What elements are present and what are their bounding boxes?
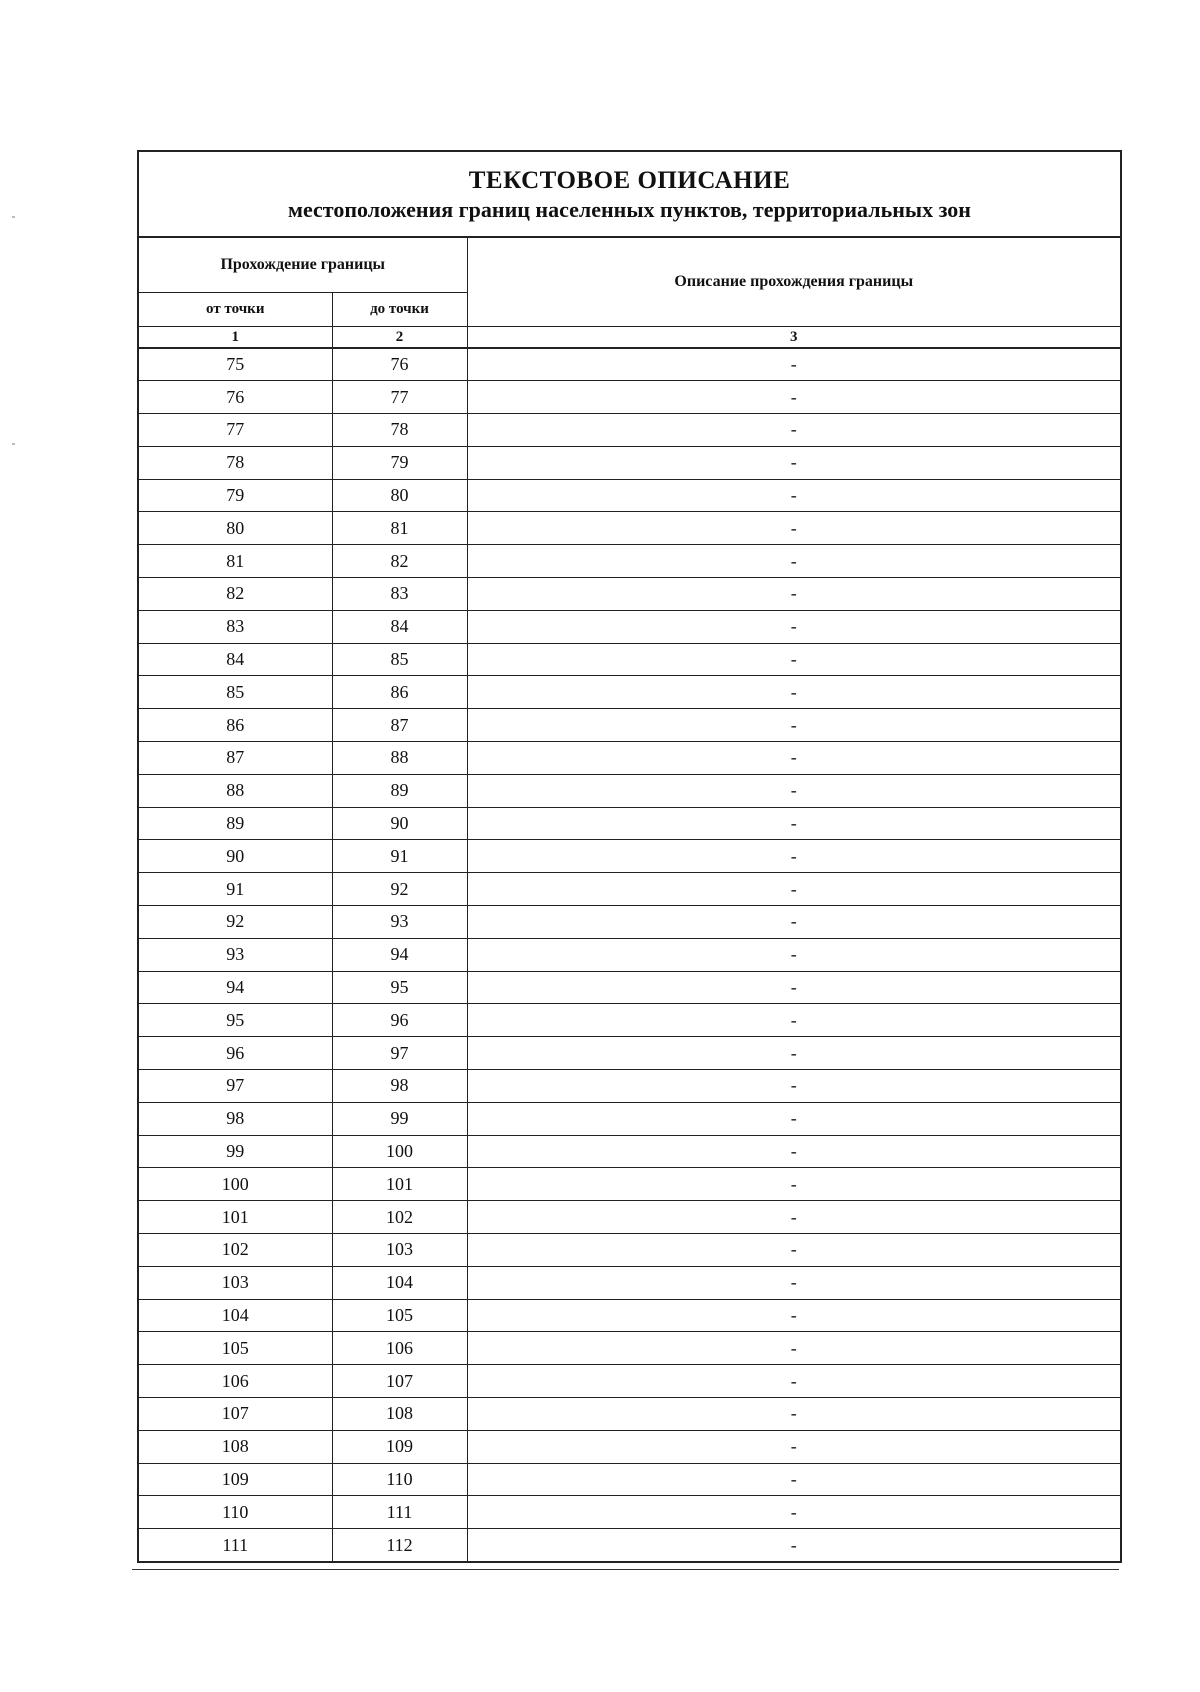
description-cell: - <box>467 1266 1120 1299</box>
description-cell: - <box>467 479 1120 512</box>
table-row <box>139 545 1120 578</box>
description-cell: - <box>467 578 1120 611</box>
table-row <box>139 1365 1120 1398</box>
from-point-cell: 105 <box>139 1332 332 1365</box>
to-point-cell: 103 <box>332 1234 467 1267</box>
column-number-3: 3 <box>467 326 1120 348</box>
table-row <box>139 446 1120 479</box>
from-point-cell: 103 <box>139 1266 332 1299</box>
table-row <box>139 1234 1120 1267</box>
to-point-cell: 88 <box>332 742 467 775</box>
description-cell: - <box>467 1168 1120 1201</box>
table-row <box>139 414 1120 447</box>
from-point-cell: 95 <box>139 1004 332 1037</box>
description-cell: - <box>467 873 1120 906</box>
description-cell: - <box>467 906 1120 939</box>
scan-artifact <box>12 216 15 218</box>
to-point-cell: 101 <box>332 1168 467 1201</box>
column-number-2: 2 <box>332 326 467 348</box>
from-point-cell: 99 <box>139 1135 332 1168</box>
from-point-cell: 90 <box>139 840 332 873</box>
description-cell: - <box>467 1102 1120 1135</box>
to-point-cell: 84 <box>332 610 467 643</box>
table-row <box>139 1102 1120 1135</box>
from-point-cell: 83 <box>139 610 332 643</box>
table-row <box>139 1430 1120 1463</box>
from-point-cell: 87 <box>139 742 332 775</box>
table-row <box>139 676 1120 709</box>
header-boundary-description: Описание прохождения границы <box>467 238 1120 326</box>
header-boundary-passage: Прохождение границы <box>139 238 467 292</box>
from-point-cell: 78 <box>139 446 332 479</box>
from-point-cell: 110 <box>139 1496 332 1529</box>
to-point-cell: 83 <box>332 578 467 611</box>
from-point-cell: 97 <box>139 1070 332 1103</box>
description-cell: - <box>467 1529 1120 1562</box>
from-point-cell: 88 <box>139 774 332 807</box>
table-row <box>139 1398 1120 1431</box>
to-point-cell: 81 <box>332 512 467 545</box>
to-point-cell: 92 <box>332 873 467 906</box>
description-cell: - <box>467 512 1120 545</box>
from-point-cell: 75 <box>139 348 332 381</box>
to-point-cell: 90 <box>332 807 467 840</box>
from-point-cell: 102 <box>139 1234 332 1267</box>
description-cell: - <box>467 1037 1120 1070</box>
table-row <box>139 1168 1120 1201</box>
table-row <box>139 1037 1120 1070</box>
table-row <box>139 381 1120 414</box>
table-row <box>139 610 1120 643</box>
from-point-cell: 96 <box>139 1037 332 1070</box>
from-point-cell: 91 <box>139 873 332 906</box>
description-cell: - <box>467 1299 1120 1332</box>
description-cell: - <box>467 545 1120 578</box>
to-point-cell: 106 <box>332 1332 467 1365</box>
description-cell: - <box>467 1135 1120 1168</box>
description-cell: - <box>467 446 1120 479</box>
from-point-cell: 92 <box>139 906 332 939</box>
description-cell: - <box>467 1463 1120 1496</box>
boundary-description-sheet <box>137 150 1122 1563</box>
description-cell: - <box>467 938 1120 971</box>
to-point-cell: 108 <box>332 1398 467 1431</box>
table-row <box>139 1201 1120 1234</box>
title-block <box>139 152 1120 238</box>
to-point-cell: 110 <box>332 1463 467 1496</box>
table-row <box>139 512 1120 545</box>
table-row <box>139 774 1120 807</box>
from-point-cell: 81 <box>139 545 332 578</box>
from-point-cell: 79 <box>139 479 332 512</box>
description-cell: - <box>467 414 1120 447</box>
table-row <box>139 742 1120 775</box>
description-cell: - <box>467 348 1120 381</box>
to-point-cell: 85 <box>332 643 467 676</box>
from-point-cell: 84 <box>139 643 332 676</box>
description-cell: - <box>467 1365 1120 1398</box>
description-cell: - <box>467 1201 1120 1234</box>
description-cell: - <box>467 1332 1120 1365</box>
from-point-cell: 106 <box>139 1365 332 1398</box>
from-point-cell: 86 <box>139 709 332 742</box>
to-point-cell: 111 <box>332 1496 467 1529</box>
description-cell: - <box>467 610 1120 643</box>
to-point-cell: 76 <box>332 348 467 381</box>
to-point-cell: 77 <box>332 381 467 414</box>
from-point-cell: 111 <box>139 1529 332 1562</box>
bottom-rule <box>132 1569 1119 1570</box>
to-point-cell: 91 <box>332 840 467 873</box>
to-point-cell: 82 <box>332 545 467 578</box>
table-row <box>139 1332 1120 1365</box>
table-row <box>139 1135 1120 1168</box>
description-cell: - <box>467 1496 1120 1529</box>
description-cell: - <box>467 807 1120 840</box>
description-cell: - <box>467 774 1120 807</box>
table-body <box>139 348 1120 1561</box>
from-point-cell: 101 <box>139 1201 332 1234</box>
scan-artifact <box>12 443 15 445</box>
to-point-cell: 86 <box>332 676 467 709</box>
to-point-cell: 99 <box>332 1102 467 1135</box>
to-point-cell: 105 <box>332 1299 467 1332</box>
table-row <box>139 1496 1120 1529</box>
description-cell: - <box>467 1234 1120 1267</box>
table-row <box>139 1266 1120 1299</box>
boundary-table <box>139 238 1120 1561</box>
document-title: ТЕКСТОВОЕ ОПИСАНИЕ <box>468 167 791 194</box>
header-from-point: от точки <box>139 292 332 326</box>
to-point-cell: 87 <box>332 709 467 742</box>
to-point-cell: 94 <box>332 938 467 971</box>
description-cell: - <box>467 971 1120 1004</box>
to-point-cell: 112 <box>332 1529 467 1562</box>
table-row <box>139 938 1120 971</box>
from-point-cell: 107 <box>139 1398 332 1431</box>
to-point-cell: 107 <box>332 1365 467 1398</box>
to-point-cell: 89 <box>332 774 467 807</box>
table-row <box>139 1463 1120 1496</box>
table-row <box>139 873 1120 906</box>
to-point-cell: 96 <box>332 1004 467 1037</box>
to-point-cell: 80 <box>332 479 467 512</box>
description-cell: - <box>467 381 1120 414</box>
to-point-cell: 109 <box>332 1430 467 1463</box>
to-point-cell: 97 <box>332 1037 467 1070</box>
table-row <box>139 971 1120 1004</box>
to-point-cell: 93 <box>332 906 467 939</box>
table-row <box>139 1004 1120 1037</box>
description-cell: - <box>467 709 1120 742</box>
column-number-1: 1 <box>139 326 332 348</box>
to-point-cell: 78 <box>332 414 467 447</box>
table-row <box>139 906 1120 939</box>
to-point-cell: 95 <box>332 971 467 1004</box>
table-row <box>139 348 1120 381</box>
description-cell: - <box>467 676 1120 709</box>
description-cell: - <box>467 643 1120 676</box>
description-cell: - <box>467 742 1120 775</box>
from-point-cell: 80 <box>139 512 332 545</box>
table-row <box>139 807 1120 840</box>
description-cell: - <box>467 1004 1120 1037</box>
to-point-cell: 98 <box>332 1070 467 1103</box>
from-point-cell: 108 <box>139 1430 332 1463</box>
from-point-cell: 77 <box>139 414 332 447</box>
table-row <box>139 479 1120 512</box>
from-point-cell: 89 <box>139 807 332 840</box>
table-row <box>139 709 1120 742</box>
table-row <box>139 1299 1120 1332</box>
to-point-cell: 100 <box>332 1135 467 1168</box>
to-point-cell: 79 <box>332 446 467 479</box>
from-point-cell: 85 <box>139 676 332 709</box>
description-cell: - <box>467 1398 1120 1431</box>
table-row <box>139 643 1120 676</box>
from-point-cell: 94 <box>139 971 332 1004</box>
description-cell: - <box>467 1070 1120 1103</box>
table-row <box>139 578 1120 611</box>
to-point-cell: 104 <box>332 1266 467 1299</box>
table-row <box>139 840 1120 873</box>
from-point-cell: 76 <box>139 381 332 414</box>
from-point-cell: 100 <box>139 1168 332 1201</box>
from-point-cell: 109 <box>139 1463 332 1496</box>
from-point-cell: 93 <box>139 938 332 971</box>
header-to-point: до точки <box>332 292 467 326</box>
table-row <box>139 1529 1120 1562</box>
from-point-cell: 82 <box>139 578 332 611</box>
from-point-cell: 104 <box>139 1299 332 1332</box>
description-cell: - <box>467 840 1120 873</box>
document-subtitle: местоположения границ населенных пунктов, территориальных зон <box>288 197 971 222</box>
table-row <box>139 1070 1120 1103</box>
from-point-cell: 98 <box>139 1102 332 1135</box>
to-point-cell: 102 <box>332 1201 467 1234</box>
description-cell: - <box>467 1430 1120 1463</box>
